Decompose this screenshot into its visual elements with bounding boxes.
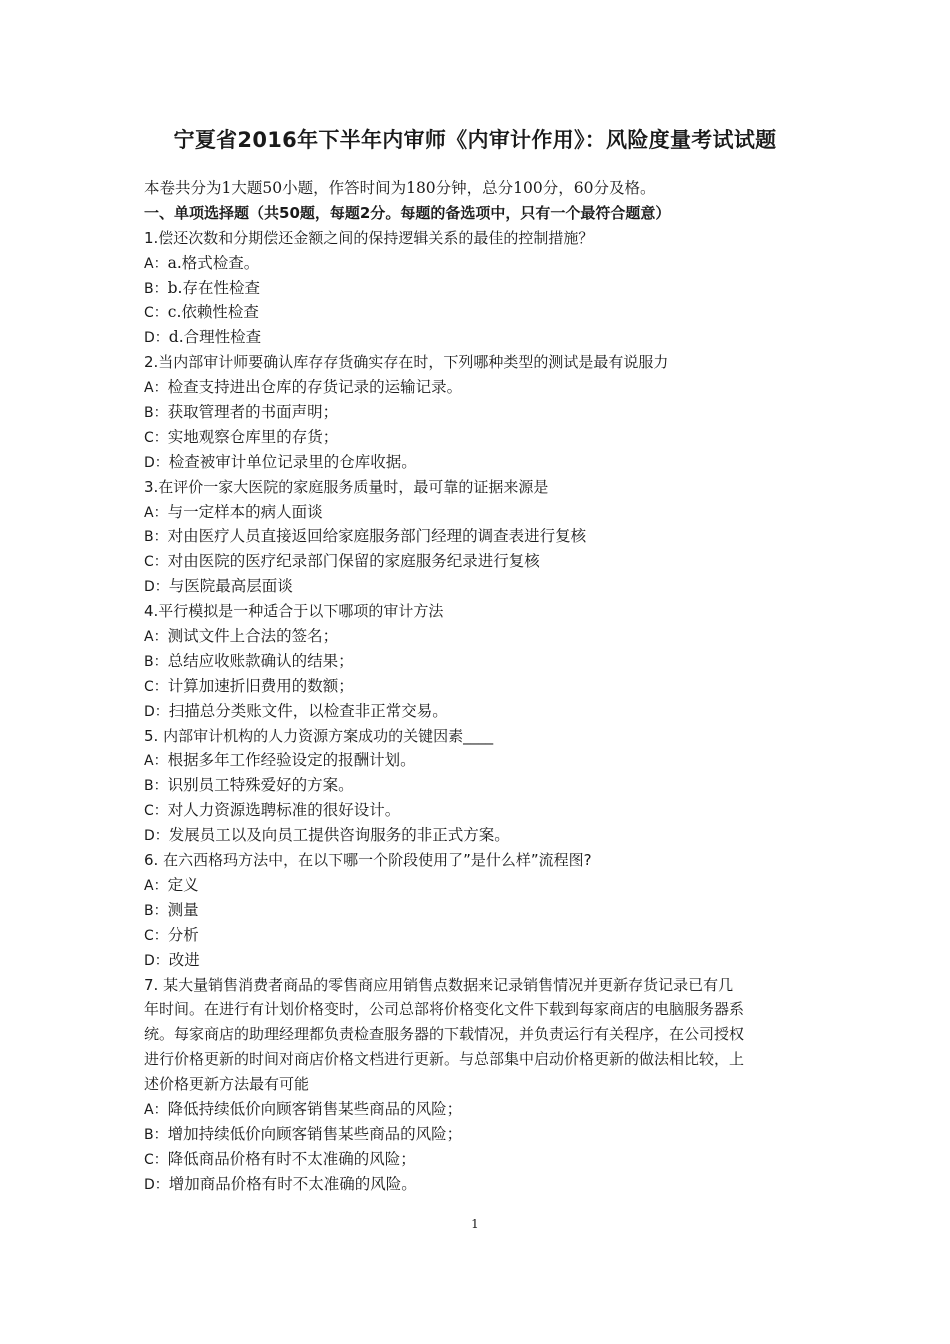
option-letter: D： — [144, 1176, 169, 1193]
question-block — [144, 599, 812, 723]
option-text: 计算加速折旧费用的数额； — [167, 676, 354, 695]
option-a — [144, 1097, 812, 1122]
option-text: 扫描总分类账文件，以检查非正常交易。 — [168, 701, 448, 720]
option-letter: A： — [144, 504, 168, 521]
option-text: 发展员工以及向员工提供咨询服务的非正式方案。 — [168, 826, 510, 845]
option-letter: D： — [144, 454, 169, 471]
option-letter: D： — [144, 703, 169, 720]
option-c — [144, 300, 812, 325]
option-a — [144, 251, 812, 276]
option-text: 降低持续低价向顾客销售某些商品的风险； — [167, 1099, 463, 1118]
option-d — [144, 450, 812, 475]
option-text: 对由医院的医疗纪录部门保留的家庭服务纪录进行复核 — [167, 552, 540, 571]
option-letter: C： — [144, 554, 168, 571]
option-text: 增加商品价格有时不太准确的风险。 — [168, 1174, 417, 1193]
option-letter: B： — [144, 280, 168, 297]
question-stem-line: 7. 某大量销售消费者商品的零售商应用销售点数据来记录销售情况并更新存货记录已有几 — [144, 975, 734, 994]
option-text: 实地观察仓库里的存货； — [167, 427, 339, 446]
question-stem-line: 统。每家商店的助理经理都负责检查服务器的下载情况，并负责运行有关程序，在公司授权 — [144, 1025, 745, 1044]
option-letter: A： — [144, 877, 168, 894]
question-stem: 2.当内部审计师要确认库存存货确实存在时，下列哪种类型的测试是最有说服力 — [144, 353, 669, 372]
option-text: b.存在性检查 — [167, 278, 260, 297]
question-stem-line: 述价格更新方法最有可能 — [144, 1075, 310, 1094]
option-b — [144, 773, 812, 798]
option-b — [144, 400, 812, 425]
option-d — [144, 325, 812, 350]
option-letter: D： — [144, 330, 169, 347]
option-text: 识别员工特殊爱好的方案。 — [167, 776, 354, 795]
question-stem: 3.在评价一家大医院的家庭服务质量时，最可靠的证据来源是 — [144, 477, 549, 496]
option-c — [144, 549, 812, 574]
option-d — [144, 574, 812, 599]
option-letter: D： — [144, 952, 169, 969]
option-text: 定义 — [167, 875, 199, 894]
question-block — [144, 973, 812, 1197]
option-text: a.格式检查。 — [167, 253, 260, 272]
page-number: 1 — [471, 1217, 479, 1231]
question-stem: 1.偿还次数和分期偿还金额之间的保持逻辑关系的最佳的控制措施？ — [144, 228, 594, 247]
option-text: 增加持续低价向顾客销售某些商品的风险； — [167, 1124, 463, 1143]
option-c — [144, 425, 812, 450]
option-letter: A： — [144, 1101, 168, 1118]
option-text: d.合理性检查 — [168, 328, 262, 347]
option-a — [144, 748, 812, 773]
question-block — [144, 226, 812, 350]
option-a — [144, 500, 812, 525]
option-text: 获取管理者的书面声明； — [167, 403, 339, 422]
option-d — [144, 699, 812, 724]
option-letter: B： — [144, 529, 168, 546]
option-c — [144, 923, 812, 948]
exam-intro: 本卷共分为1大题50小题，作答时间为180分钟，总分100分，60分及格。 — [144, 179, 656, 197]
option-text: 与医院最高层面谈 — [168, 577, 293, 596]
option-letter: D： — [144, 828, 169, 845]
question-stem: 6. 在六西格玛方法中，在以下哪一个阶段使用了”是什么样”流程图? — [144, 851, 592, 870]
option-text: 分析 — [167, 925, 199, 944]
option-b — [144, 898, 812, 923]
option-letter: A： — [144, 255, 168, 272]
option-letter: A： — [144, 629, 168, 646]
option-text: 测试文件上合法的签名； — [167, 627, 339, 646]
option-letter: A： — [144, 380, 168, 397]
question-block — [144, 350, 812, 474]
option-a — [144, 624, 812, 649]
option-letter: C： — [144, 305, 168, 322]
option-letter: B： — [144, 405, 168, 422]
document-title: 宁夏省2016年下半年内审师《内审计作用》：风险度量考试试题 — [173, 128, 777, 152]
option-letter: C： — [144, 678, 168, 695]
option-letter: B： — [144, 1126, 168, 1143]
question-block — [144, 724, 812, 848]
option-letter: B： — [144, 653, 168, 670]
option-text: 总结应收账款确认的结果； — [167, 651, 354, 670]
question-block — [144, 475, 812, 599]
option-d — [144, 823, 812, 848]
option-letter: A： — [144, 753, 168, 770]
question-stem: 5. 内部审计机构的人力资源方案成功的关键因素____ — [144, 726, 494, 745]
option-a — [144, 375, 812, 400]
option-c — [144, 674, 812, 699]
document-body — [144, 176, 812, 1197]
option-letter: C： — [144, 803, 168, 820]
option-a — [144, 873, 812, 898]
option-letter: B： — [144, 778, 168, 795]
option-text: 改进 — [168, 950, 200, 969]
option-text: 检查支持进出仓库的存货记录的运输记录。 — [167, 378, 463, 397]
option-c — [144, 798, 812, 823]
option-letter: C： — [144, 1151, 168, 1168]
question-stem-line: 进行价格更新的时间对商店价格文档进行更新。与总部集中启动价格更新的做法相比较，上 — [144, 1050, 745, 1069]
option-letter: D： — [144, 579, 169, 596]
option-b — [144, 649, 812, 674]
option-d — [144, 948, 812, 973]
option-text: 降低商品价格有时不太准确的风险； — [167, 1149, 416, 1168]
option-letter: C： — [144, 927, 168, 944]
option-text: 与一定样本的病人面谈 — [167, 502, 323, 521]
question-block — [144, 848, 812, 972]
option-b — [144, 524, 812, 549]
option-text: 对人力资源选聘标准的很好设计。 — [167, 801, 401, 820]
option-b — [144, 276, 812, 301]
option-letter: C： — [144, 429, 168, 446]
option-text: 检查被审计单位记录里的仓库收据。 — [168, 452, 417, 471]
option-text: 对由医疗人员直接返回给家庭服务部门经理的调查表进行复核 — [167, 527, 587, 546]
question-stem: 4.平行模拟是一种适合于以下哪项的审计方法 — [144, 602, 444, 621]
question-stem-line: 年时间。在进行有计划价格变时，公司总部将价格变化文件下载到每家商店的电脑服务器系 — [144, 1000, 745, 1019]
option-text: 根据多年工作经验设定的报酬计划。 — [167, 751, 416, 770]
option-letter: B： — [144, 902, 168, 919]
option-text: c.依赖性检查 — [167, 303, 259, 322]
option-b — [144, 1122, 812, 1147]
option-c — [144, 1147, 812, 1172]
option-text: 测量 — [167, 900, 199, 919]
option-d — [144, 1172, 812, 1197]
section-heading: 一、单项选择题（共50题，每题2分。每题的备选项中，只有一个最符合题意） — [144, 203, 671, 222]
